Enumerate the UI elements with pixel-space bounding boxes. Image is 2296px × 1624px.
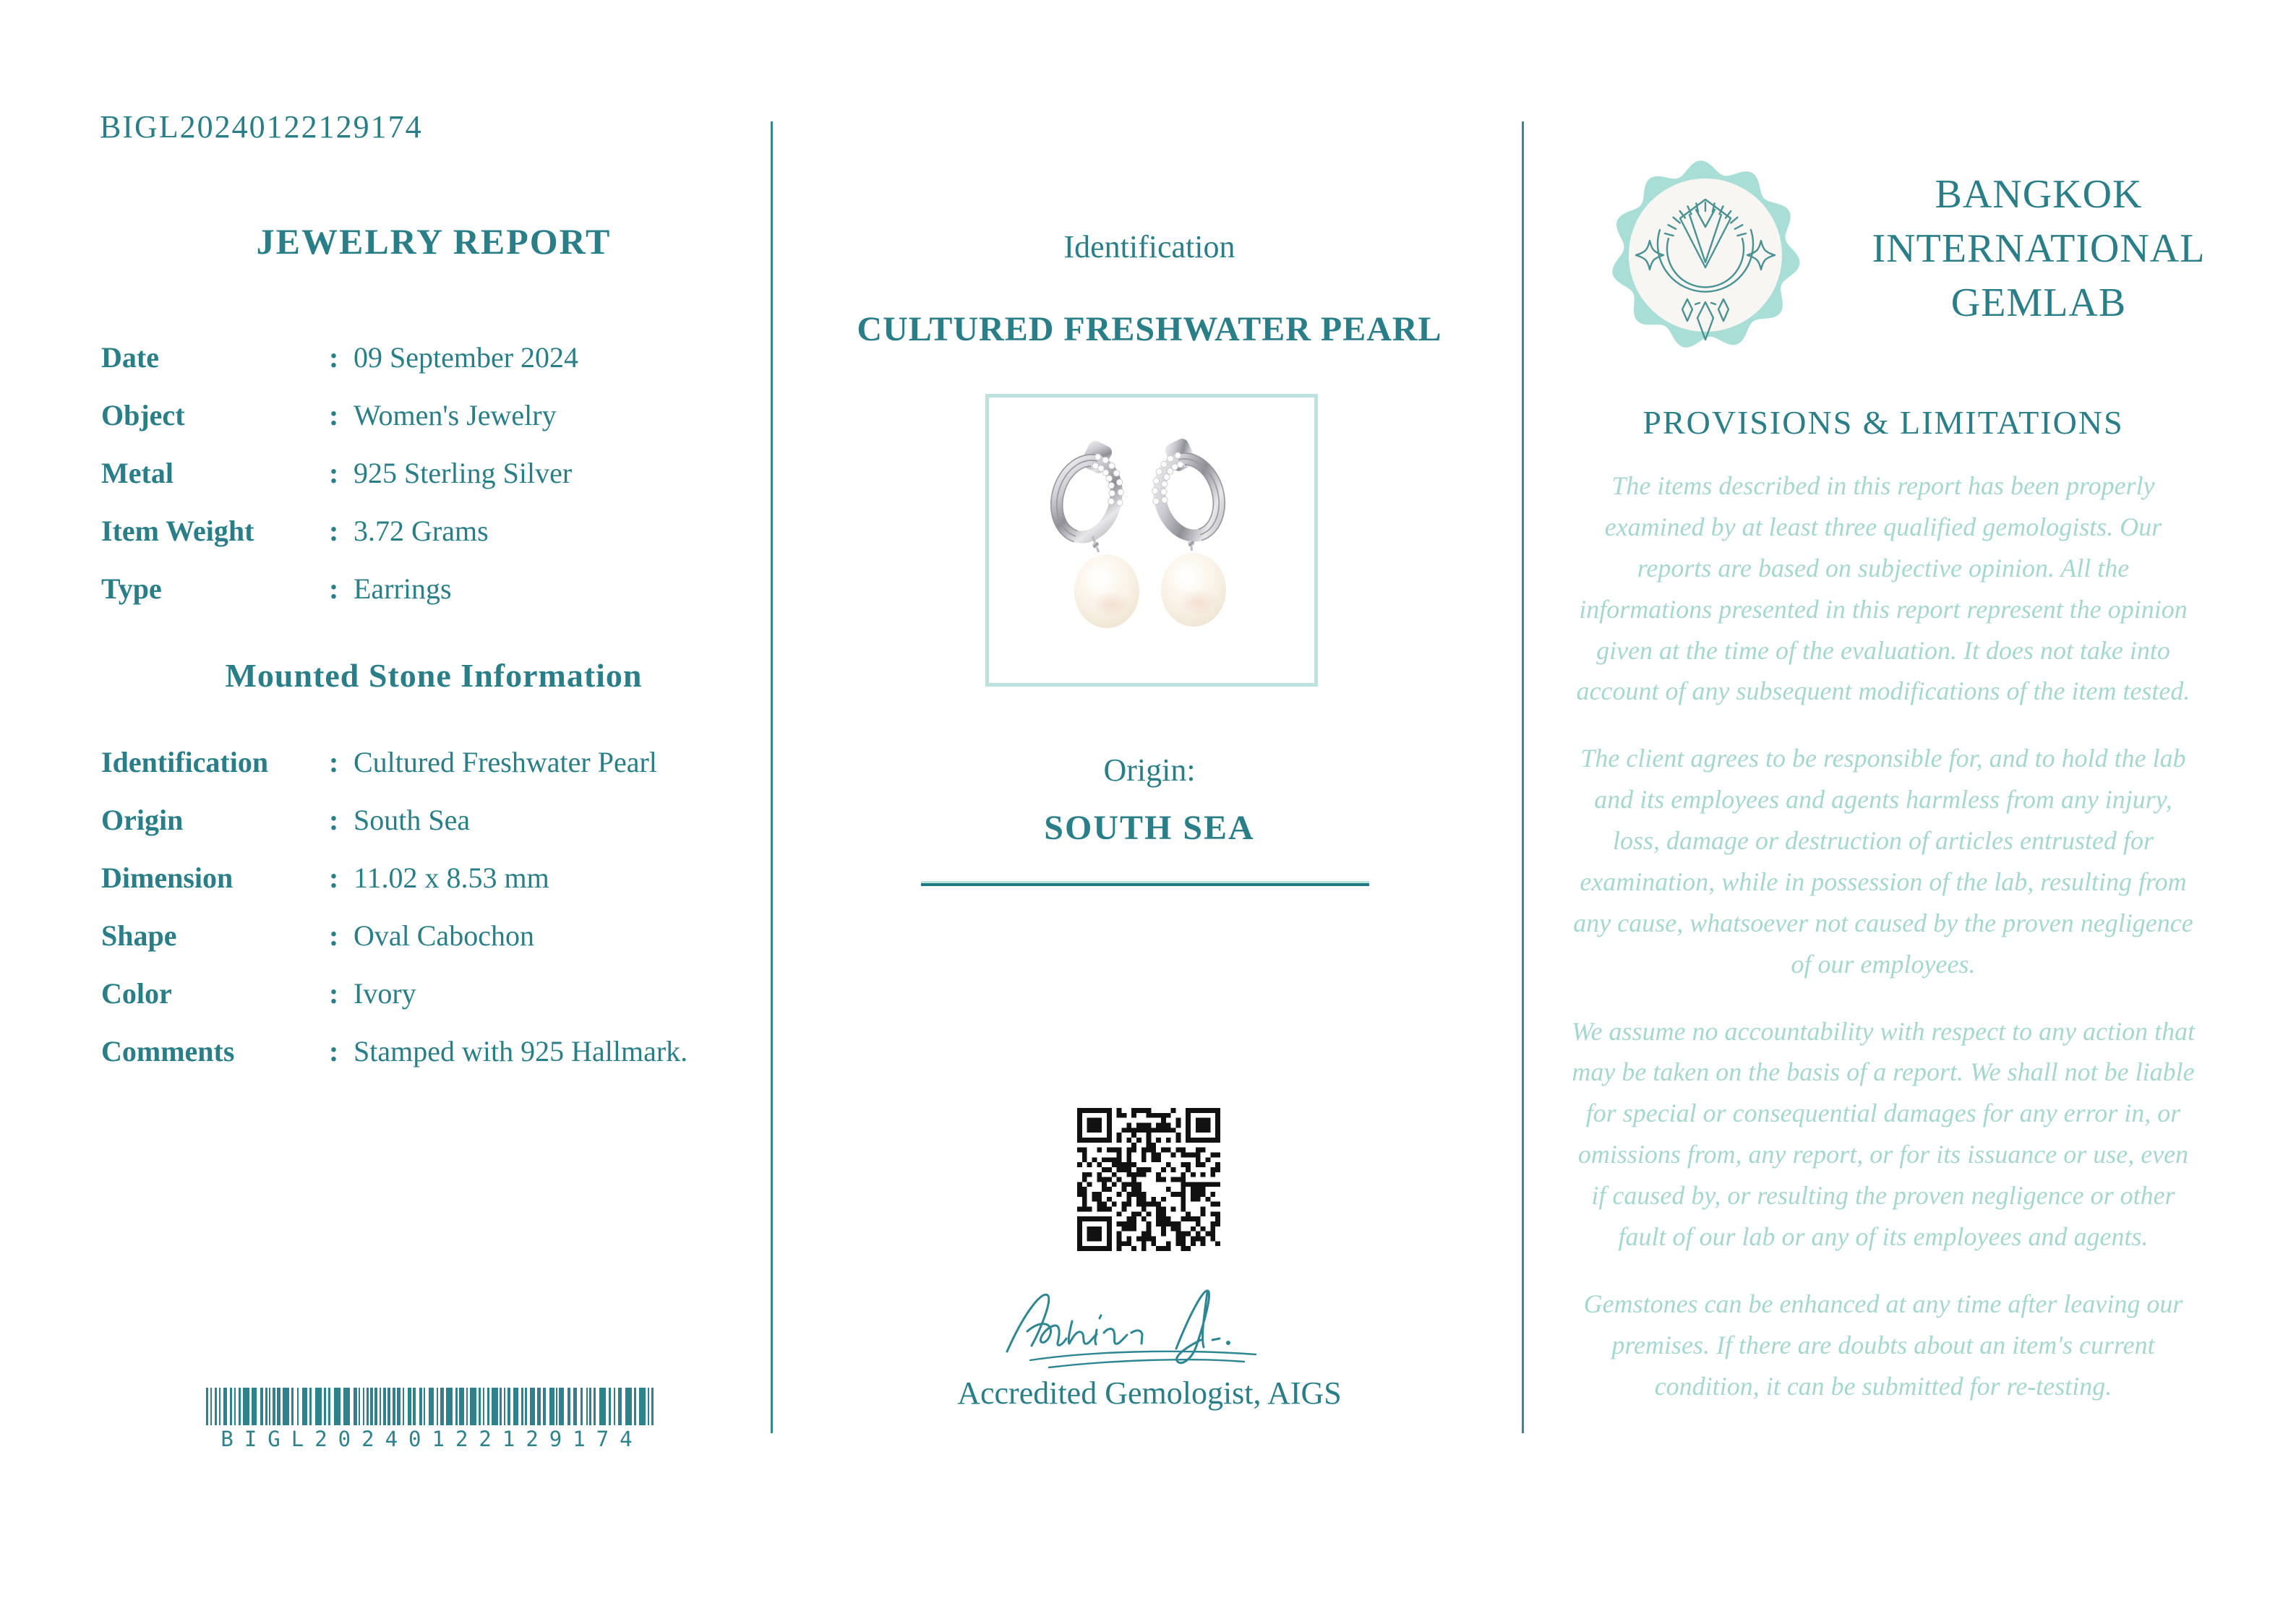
row-label: Date: [101, 341, 159, 374]
colon: :: [329, 746, 339, 778]
colon: :: [329, 804, 339, 836]
detail-row: [101, 338, 766, 377]
detail-row: [101, 570, 766, 609]
lab-name: BANGKOK INTERNATIONAL GEMLAB: [1872, 172, 2206, 326]
row-value: 09 September 2024: [354, 341, 579, 374]
colon: :: [329, 862, 339, 894]
provisions-paragraph: We assume no accountability with respect to any action that may be taken on the basis of a report. We shall not be liable for special or consequential damages for any error in, or omissions from, any report, or for its issuance or use, even if caused by, or resulting the proven negligence or other fault of our lab or any of its employees and agents.: [1571, 1016, 2196, 1251]
row-value: 3.72 Grams: [354, 515, 489, 547]
colon: :: [329, 1035, 339, 1067]
row-value: Women's Jewelry: [354, 399, 557, 431]
detail-row: [101, 801, 766, 840]
row-value: 925 Sterling Silver: [354, 457, 573, 489]
detail-row: [101, 916, 766, 955]
divider-rule: [921, 881, 1369, 886]
colon: :: [329, 399, 339, 431]
provisions-title: PROVISIONS & LIMITATIONS: [1642, 404, 2124, 441]
signer-title: Accredited Gemologist, AIGS: [957, 1375, 1342, 1411]
barcode-text: BIGL20240122129174: [220, 1427, 643, 1451]
barcode-icon: [206, 1388, 658, 1425]
detail-row: [101, 454, 766, 493]
provisions-text: [1570, 465, 2196, 1432]
item-photo-frame: [985, 394, 1318, 687]
row-label: Identification: [101, 746, 269, 778]
row-label: Metal: [101, 457, 174, 489]
colon: :: [329, 515, 339, 547]
provisions-paragraph: The client agrees to be responsible for, and to hold the lab and its employees and agents harmless from any injury, loss, damage or destruction of articles entrusted for examination, while in possession of the lab, resulting from any cause, whatsoever not caused by the proven negligence of our employees.: [1573, 744, 2193, 979]
row-value: Oval Cabochon: [354, 919, 534, 952]
identification-value: CULTURED FRESHWATER PEARL: [857, 310, 1442, 348]
colon: :: [329, 572, 339, 605]
earrings-photo: [989, 398, 1314, 683]
stone-details: [101, 743, 766, 1090]
row-label: Shape: [101, 919, 177, 952]
detail-row: [101, 1032, 766, 1071]
provisions-paragraph: Gemstones can be enhanced at any time after leaving our premises. If there are doubts about an item's current condition, it can be submitted for re-testing.: [1583, 1289, 2183, 1401]
row-value: Stamped with 925 Hallmark.: [354, 1035, 688, 1067]
row-value: Earrings: [354, 572, 452, 605]
identification-heading: Identification: [1063, 229, 1235, 265]
row-label: Origin: [101, 804, 184, 836]
row-label: Item Weight: [101, 515, 254, 547]
colon: :: [329, 977, 339, 1010]
row-label: Dimension: [101, 862, 234, 894]
row-value: South Sea: [354, 804, 471, 836]
origin-value: SOUTH SEA: [1044, 809, 1255, 847]
colon: :: [329, 341, 339, 374]
column-divider: [771, 121, 773, 1433]
colon: :: [329, 457, 339, 489]
detail-row: [101, 974, 766, 1013]
page-title: JEWELRY REPORT: [256, 221, 612, 262]
barcode: [206, 1388, 658, 1451]
origin-heading: Origin:: [1103, 752, 1196, 788]
detail-row: [101, 512, 766, 551]
report-number: BIGL20240122129174: [100, 109, 423, 145]
detail-row: [101, 743, 766, 782]
detail-row: [101, 859, 766, 898]
detail-row: [101, 396, 766, 435]
row-value: Ivory: [354, 977, 416, 1010]
item-details: [101, 338, 766, 627]
row-label: Color: [101, 977, 172, 1010]
provisions-paragraph: The items described in this report has been properly examined by at least three qualified gemologists. Our reports are based on subjective opinion. All the informations presented in this report represent the opinion given at the time of the evaluation. It does not take into account of any subsequent modifications of the item tested.: [1576, 471, 2190, 706]
colon: :: [329, 919, 339, 952]
row-label: Comments: [101, 1035, 235, 1067]
row-value: 11.02 x 8.53 mm: [354, 862, 549, 894]
row-label: Type: [101, 572, 162, 605]
column-divider: [1522, 121, 1524, 1433]
gemologist-signature: [987, 1271, 1305, 1386]
gemlab-logo-icon: [1608, 158, 1803, 353]
row-value: Cultured Freshwater Pearl: [354, 746, 657, 778]
qr-code: [1077, 1108, 1220, 1251]
row-label: Object: [101, 399, 185, 431]
stone-section-title: Mounted Stone Information: [225, 657, 643, 694]
